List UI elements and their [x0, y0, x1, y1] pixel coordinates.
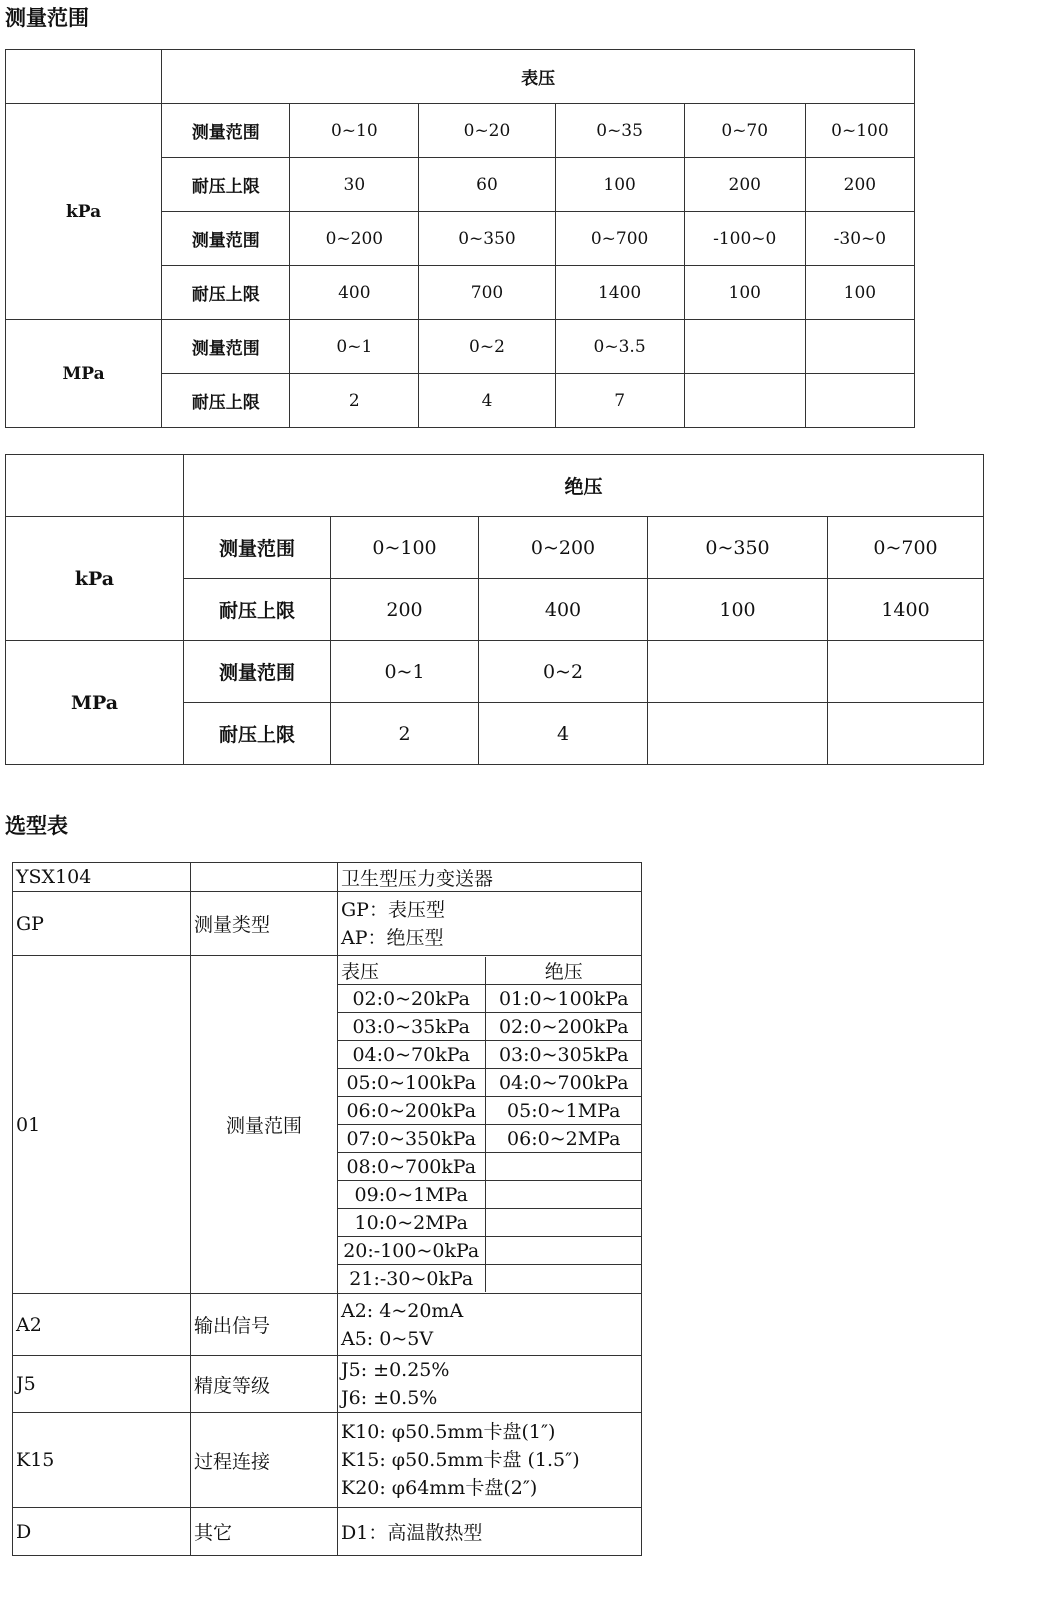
cell — [805, 374, 914, 428]
cell — [684, 320, 805, 374]
mpa-unit-label: MPa — [6, 320, 162, 428]
cell: 0~1 — [290, 320, 419, 374]
model-code: YSX104 — [13, 863, 191, 892]
model-name — [191, 863, 338, 892]
gauge-range: 10:0~2MPa — [338, 1209, 485, 1237]
cell — [648, 641, 828, 703]
cell: 100 — [805, 266, 914, 320]
accuracy-code: J5 — [13, 1356, 191, 1413]
row-label: 耐压上限 — [184, 703, 331, 765]
row-label: 测量范围 — [162, 212, 290, 266]
row-label: 测量范围 — [162, 104, 290, 158]
connection-name: 过程连接 — [191, 1413, 338, 1508]
cell: 2 — [290, 374, 419, 428]
gauge-range: 03:0~35kPa — [338, 1013, 485, 1041]
gauge-range: 04:0~70kPa — [338, 1041, 485, 1069]
range-section-title: 测量范围 — [5, 6, 89, 30]
row-label: 测量范围 — [184, 641, 331, 703]
cell: 0~10 — [290, 104, 419, 158]
connection-code: K15 — [13, 1413, 191, 1508]
kpa-unit-label: kPa — [6, 104, 162, 320]
cell — [828, 703, 984, 765]
cell: 4 — [479, 703, 648, 765]
abs-range — [485, 1209, 642, 1237]
output-code: A2 — [13, 1294, 191, 1356]
type-code: GP — [13, 892, 191, 956]
cell: 400 — [290, 266, 419, 320]
type-options — [338, 892, 642, 956]
option: J6: ±0.5% — [341, 1387, 438, 1409]
cell: -100~0 — [684, 212, 805, 266]
accuracy-options — [338, 1356, 642, 1413]
gauge-range: 06:0~200kPa — [338, 1097, 485, 1125]
gauge-range: 21:-30~0kPa — [338, 1265, 485, 1293]
selection-section-title: 选型表 — [5, 814, 68, 838]
cell: 0~100 — [805, 104, 914, 158]
output-options — [338, 1294, 642, 1356]
cell: 60 — [419, 158, 555, 212]
row-label: 耐压上限 — [162, 374, 290, 428]
gauge-range: 20:-100~0kPa — [338, 1237, 485, 1265]
option: J5: ±0.25% — [341, 1359, 450, 1381]
abs-range: 01:0~100kPa — [485, 985, 642, 1013]
kpa-unit-label: kPa — [6, 517, 184, 641]
option: K20: φ64mm卡盘(2″) — [341, 1477, 538, 1499]
range-name: 测量范围 — [191, 956, 338, 1294]
option: K10: φ50.5mm卡盘(1″) — [341, 1421, 556, 1443]
cell: 0~350 — [648, 517, 828, 579]
cell: 100 — [555, 158, 684, 212]
gauge-column-header: 表压 — [338, 957, 485, 985]
row-label: 测量范围 — [184, 517, 331, 579]
cell: 100 — [684, 266, 805, 320]
range-code: 01 — [13, 956, 191, 1294]
abs-range — [485, 1181, 642, 1209]
other-option: D1：高温散热型 — [338, 1508, 642, 1556]
cell: 100 — [648, 579, 828, 641]
range-options — [338, 956, 642, 1294]
cell: 0~700 — [828, 517, 984, 579]
cell: 400 — [479, 579, 648, 641]
cell: 0~350 — [419, 212, 555, 266]
mpa-unit-label: MPa — [6, 641, 184, 765]
abs-range: 03:0~305kPa — [485, 1041, 642, 1069]
cell: 200 — [805, 158, 914, 212]
row-label: 耐压上限 — [162, 266, 290, 320]
gauge-range: 02:0~20kPa — [338, 985, 485, 1013]
row-label: 测量范围 — [162, 320, 290, 374]
connection-options — [338, 1413, 642, 1508]
gauge-range: 07:0~350kPa — [338, 1125, 485, 1153]
gauge-pressure-table — [5, 49, 915, 428]
cell: 0~200 — [290, 212, 419, 266]
other-name: 其它 — [191, 1508, 338, 1556]
gauge-range: 09:0~1MPa — [338, 1181, 485, 1209]
cell: -30~0 — [805, 212, 914, 266]
output-name: 输出信号 — [191, 1294, 338, 1356]
other-code: D — [13, 1508, 191, 1556]
cell — [828, 641, 984, 703]
option: A5: 0~5V — [341, 1327, 434, 1350]
cell: 30 — [290, 158, 419, 212]
corner-cell — [6, 455, 184, 517]
range-options-table — [338, 957, 642, 1292]
option: K15: φ50.5mm卡盘 (1.5″) — [341, 1449, 580, 1471]
cell: 7 — [555, 374, 684, 428]
type-name: 测量类型 — [191, 892, 338, 956]
gauge-range: 08:0~700kPa — [338, 1153, 485, 1181]
option: A2: 4~20mA — [341, 1299, 464, 1322]
cell: 0~70 — [684, 104, 805, 158]
abs-range — [485, 1265, 642, 1293]
cell: 0~2 — [419, 320, 555, 374]
abs-column-header: 绝压 — [485, 957, 642, 985]
cell: 0~1 — [331, 641, 479, 703]
option: AP：绝压型 — [341, 926, 444, 949]
abs-range — [485, 1237, 642, 1265]
cell: 200 — [331, 579, 479, 641]
cell: 700 — [419, 266, 555, 320]
gauge-header: 表压 — [162, 50, 915, 104]
cell: 4 — [419, 374, 555, 428]
abs-range — [485, 1153, 642, 1181]
cell: 0~20 — [419, 104, 555, 158]
abs-range: 05:0~1MPa — [485, 1097, 642, 1125]
cell: 0~2 — [479, 641, 648, 703]
cell: 200 — [684, 158, 805, 212]
cell: 0~700 — [555, 212, 684, 266]
cell: 1400 — [828, 579, 984, 641]
abs-range: 04:0~700kPa — [485, 1069, 642, 1097]
corner-cell — [6, 50, 162, 104]
option: GP：表压型 — [341, 898, 445, 921]
cell: 0~100 — [331, 517, 479, 579]
gauge-range: 05:0~100kPa — [338, 1069, 485, 1097]
cell — [805, 320, 914, 374]
cell — [684, 374, 805, 428]
cell — [648, 703, 828, 765]
accuracy-name: 精度等级 — [191, 1356, 338, 1413]
abs-range: 02:0~200kPa — [485, 1013, 642, 1041]
row-label: 耐压上限 — [162, 158, 290, 212]
absolute-pressure-table — [5, 454, 984, 765]
cell: 0~200 — [479, 517, 648, 579]
model-desc: 卫生型压力变送器 — [338, 863, 642, 892]
cell: 0~3.5 — [555, 320, 684, 374]
absolute-header: 绝压 — [184, 455, 984, 517]
cell: 2 — [331, 703, 479, 765]
row-label: 耐压上限 — [184, 579, 331, 641]
cell: 1400 — [555, 266, 684, 320]
selection-table — [12, 862, 642, 1556]
cell: 0~35 — [555, 104, 684, 158]
abs-range: 06:0~2MPa — [485, 1125, 642, 1153]
